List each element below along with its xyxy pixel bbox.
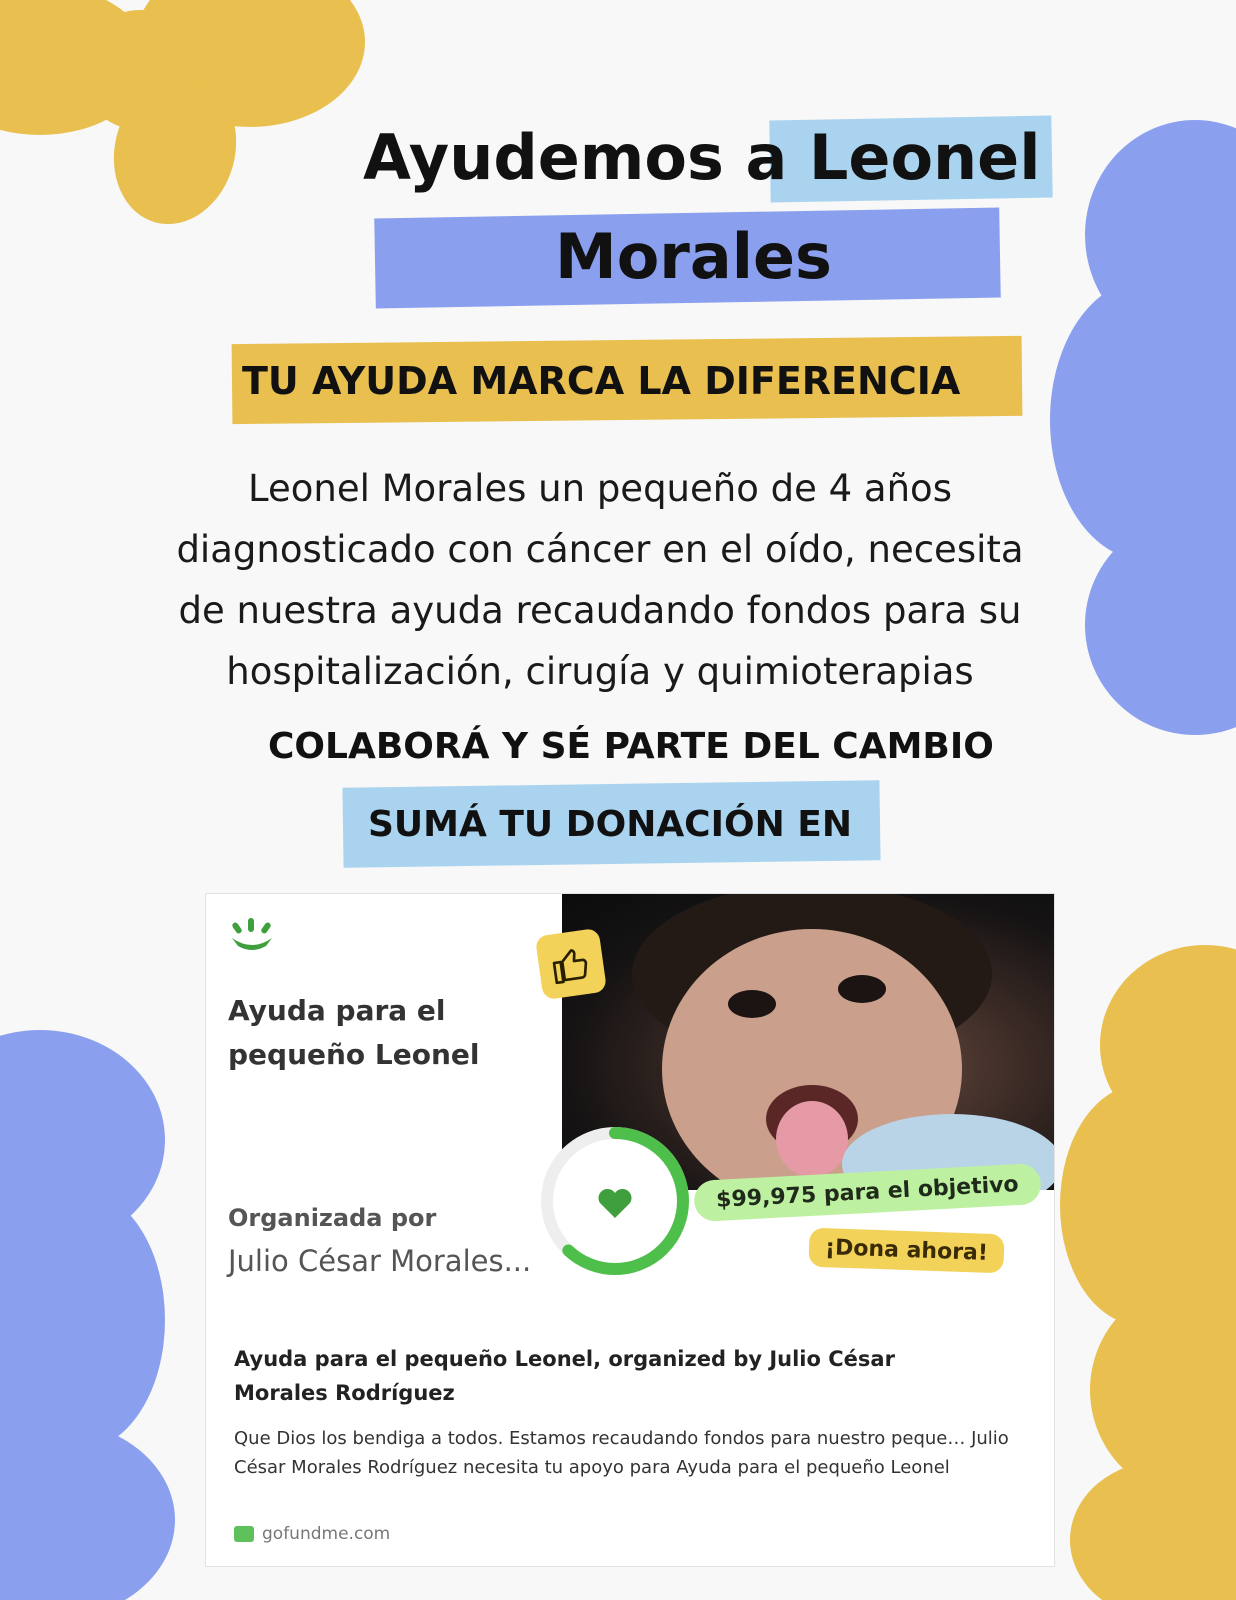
thumbs-up-icon bbox=[548, 941, 593, 986]
title-prefix: Ayudemos a bbox=[363, 121, 788, 194]
gofundme-favicon-icon bbox=[234, 1526, 254, 1542]
title-highlight-text: Leonel bbox=[808, 121, 1041, 194]
progress-ring bbox=[536, 1122, 694, 1280]
page-title-line1 bbox=[363, 121, 1041, 194]
goal-text: $99,975 para el objetivo bbox=[693, 1163, 1041, 1222]
link-domain bbox=[234, 1524, 390, 1544]
subtitle: TU AYUDA MARCA LA DIFERENCIA bbox=[242, 359, 961, 403]
organizer-name: Julio César Morales... bbox=[228, 1244, 532, 1278]
donate-now-button[interactable]: ¡Dona ahora! bbox=[808, 1228, 1004, 1274]
link-domain-text: gofundme.com bbox=[262, 1524, 391, 1544]
campaign-title: Ayuda para el pequeño Leonel bbox=[228, 994, 480, 1071]
cta-primary: COLABORÁ Y SÉ PARTE DEL CAMBIO bbox=[268, 726, 994, 767]
link-title[interactable]: Ayuda para el pequeño Leonel, organized by Julio César Morales Rodríguez bbox=[234, 1347, 895, 1405]
page-title-line2: Morales bbox=[555, 220, 832, 293]
description-text: Leonel Morales un pequeño de 4 años diagnosticado con cáncer en el oído, necesita de nuestra ayuda recaudando fondos para su hospitalización, cirugía y quimioterapias bbox=[176, 467, 1024, 693]
cta-secondary: SUMÁ TU DONACIÓN EN bbox=[368, 804, 852, 845]
link-description: Que Dios los bendiga a todos. Estamos recaudando fondos para nuestro peque… Julio César Morales Rodríguez necesita tu apoyo para Ayuda para el pequeño Leonel bbox=[234, 1428, 1009, 1478]
link-preview-card[interactable] bbox=[205, 893, 1055, 1567]
organizer-label: Organizada por bbox=[228, 1204, 437, 1232]
thumbs-up-badge bbox=[535, 928, 607, 1000]
gofundme-sprout-icon bbox=[226, 916, 278, 952]
